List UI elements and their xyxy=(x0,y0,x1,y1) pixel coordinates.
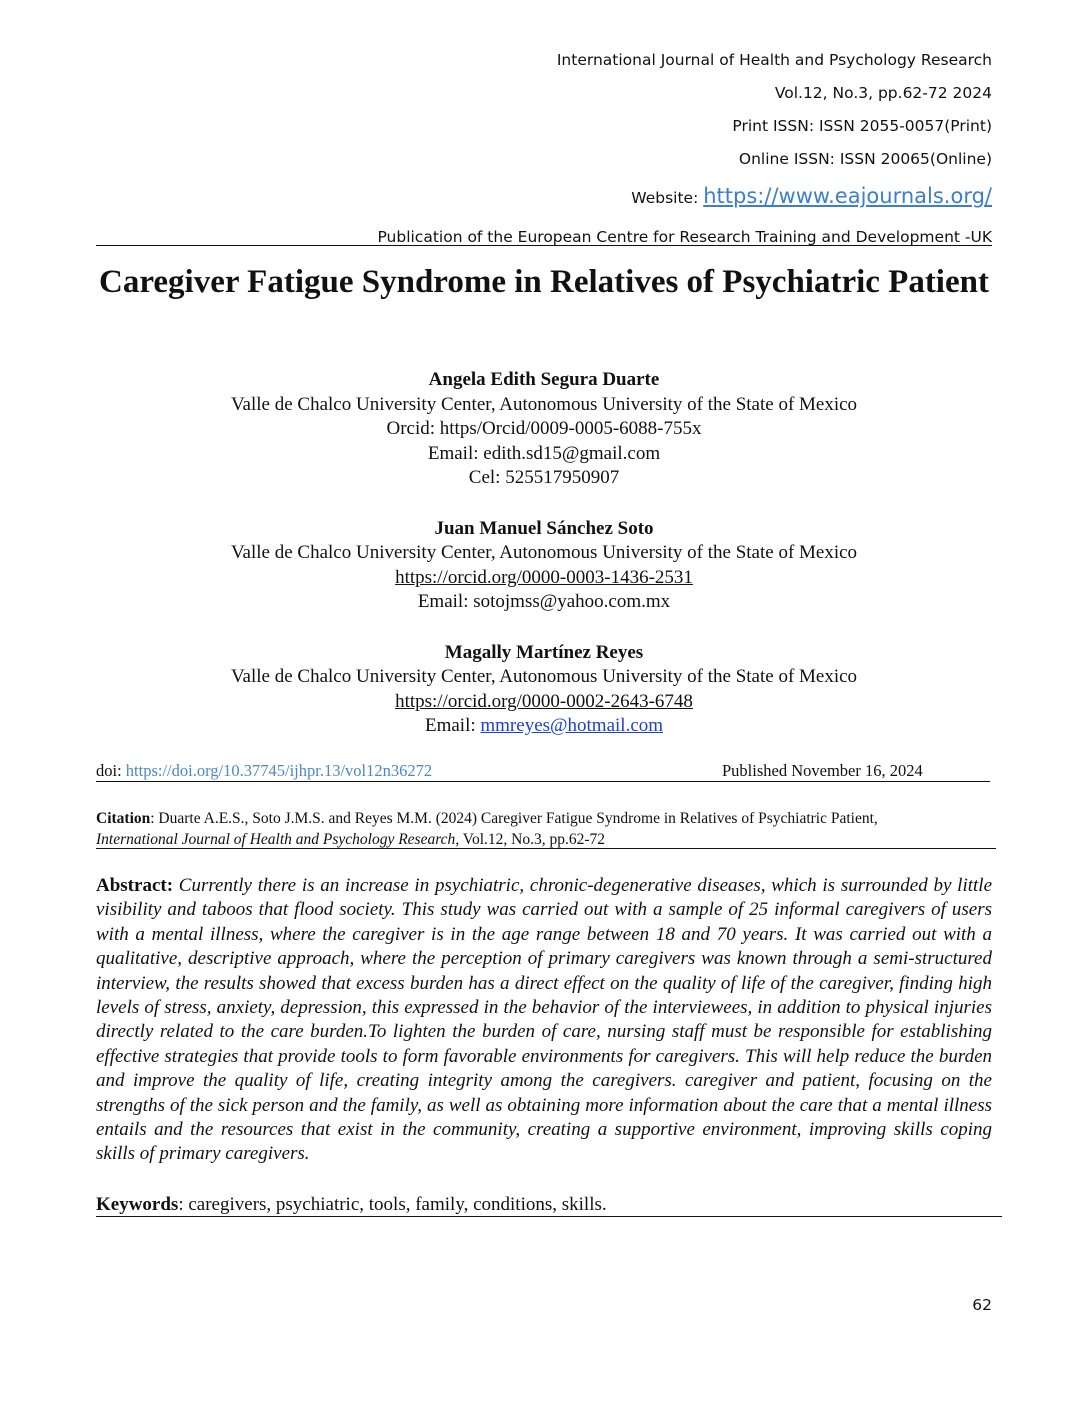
author-affiliation: Valle de Chalco University Center, Autonomous University of the State of Mexico xyxy=(230,666,858,687)
published-date: Published November 16, 2024 xyxy=(722,761,923,780)
keywords-divider xyxy=(96,1216,1002,1217)
doi-link[interactable]: https://doi.org/10.37745/ijhpr.13/vol12n36272 xyxy=(125,761,433,780)
paper-title: Caregiver Fatigue Syndrome in Relatives of Psychiatric Patient xyxy=(99,264,989,300)
author-orcid-link[interactable]: https://orcid.org/0000-0003-1436-2531 xyxy=(395,566,693,588)
author-orcid: Orcid: https/Orcid/0009-0005-6088-755x xyxy=(386,418,702,439)
keywords-label: Keywords xyxy=(96,1194,179,1215)
online-issn: Online ISSN: ISSN 20065(Online) xyxy=(738,150,992,168)
author-email-link[interactable]: mmreyes@hotmail.com xyxy=(480,715,664,736)
author-email-label: Email: xyxy=(424,715,481,736)
author-affiliation: Valle de Chalco University Center, Autonomous University of the State of Mexico xyxy=(230,393,858,415)
author-email-line xyxy=(96,714,992,739)
author-1 xyxy=(96,368,992,491)
doi-label: doi: xyxy=(96,761,126,780)
abstract-label: Abstract: xyxy=(96,875,174,896)
doi-row xyxy=(96,760,992,782)
author-email: Email: sotojmss@yahoo.com.mx xyxy=(417,591,671,612)
citation-text: : Duarte A.E.S., Soto J.M.S. and Reyes M.M. (2024) Caregiver Fatigue Syndrome in Relatives of Psychiatric Patient, xyxy=(150,810,878,827)
journal-header xyxy=(92,44,992,216)
author-phone: Cel: 525517950907 xyxy=(468,467,620,488)
website-line xyxy=(92,176,992,216)
page-number: 62 xyxy=(972,1296,992,1314)
website-link[interactable]: https://www.eajournals.org/ xyxy=(703,184,992,208)
citation-journal: International Journal of Health and Psychology Research xyxy=(96,831,456,848)
author-orcid-link[interactable]: https://orcid.org/0000-0002-2643-6748 xyxy=(395,690,693,712)
abstract-text: Currently there is an increase in psychiatric, chronic-degenerative diseases, which is surrounded by little visibility and taboos that flood society. This study was carried out with a sample of 25 informal caregivers of users with a mental illness, where the caregiver is in the age range between 18 and 70 years. It was carried out with a qualitative, descriptive approach, where the perception of primary caregivers was known through a semi-structured interview, the results showed that excess burden has a direct effect on the quality of life of the caregiver, finding high levels of stress, anxiety, depression, this expressed in the behavior of the interviewees, in addition to physical injuries directly related to the care burden.To lighten the burden of care, nursing staff must be responsible for establishing effective strategies that provide tools to form favorable environments for caregivers. This will help reduce the burden and improve the quality of life, creating integrity among the caregivers. caregiver and patient, focusing on the strengths of the sick person and the family, as well as obtaining more information about the care that a mental illness entails and the resources that exist in the community, creating a supportive environment, improving skills coping skills of primary caregivers. xyxy=(96,875,993,1165)
author-name: Juan Manuel Sánchez Soto xyxy=(434,517,654,539)
keywords-text: : caregivers, psychiatric, tools, family, conditions, skills. xyxy=(178,1194,607,1215)
citation-block xyxy=(96,808,992,850)
citation-details: , Vol.12, No.3, pp.62-72 xyxy=(455,831,606,848)
author-2 xyxy=(96,517,992,615)
doi-divider xyxy=(96,781,990,782)
citation-label: Citation xyxy=(96,810,151,827)
author-3 xyxy=(96,641,992,739)
author-name: Angela Edith Segura Duarte xyxy=(428,369,660,390)
journal-name: International Journal of Health and Psychology Research xyxy=(556,51,992,69)
author-affiliation: Valle de Chalco University Center, Autonomous University of the State of Mexico xyxy=(230,542,858,563)
abstract xyxy=(96,874,992,1167)
journal-volume: Vol.12, No.3, pp.62-72 2024 xyxy=(774,84,992,102)
author-list xyxy=(96,368,992,765)
website-label: Website: xyxy=(631,189,699,207)
publisher-line: Publication of the European Centre for Research Training and Development -UK xyxy=(377,228,992,246)
keywords xyxy=(96,1193,992,1217)
author-name: Magally Martínez Reyes xyxy=(444,641,644,663)
author-email: Email: edith.sd15@gmail.com xyxy=(427,442,661,464)
citation-divider xyxy=(96,848,996,849)
print-issn: Print ISSN: ISSN 2055-0057(Print) xyxy=(732,117,992,135)
